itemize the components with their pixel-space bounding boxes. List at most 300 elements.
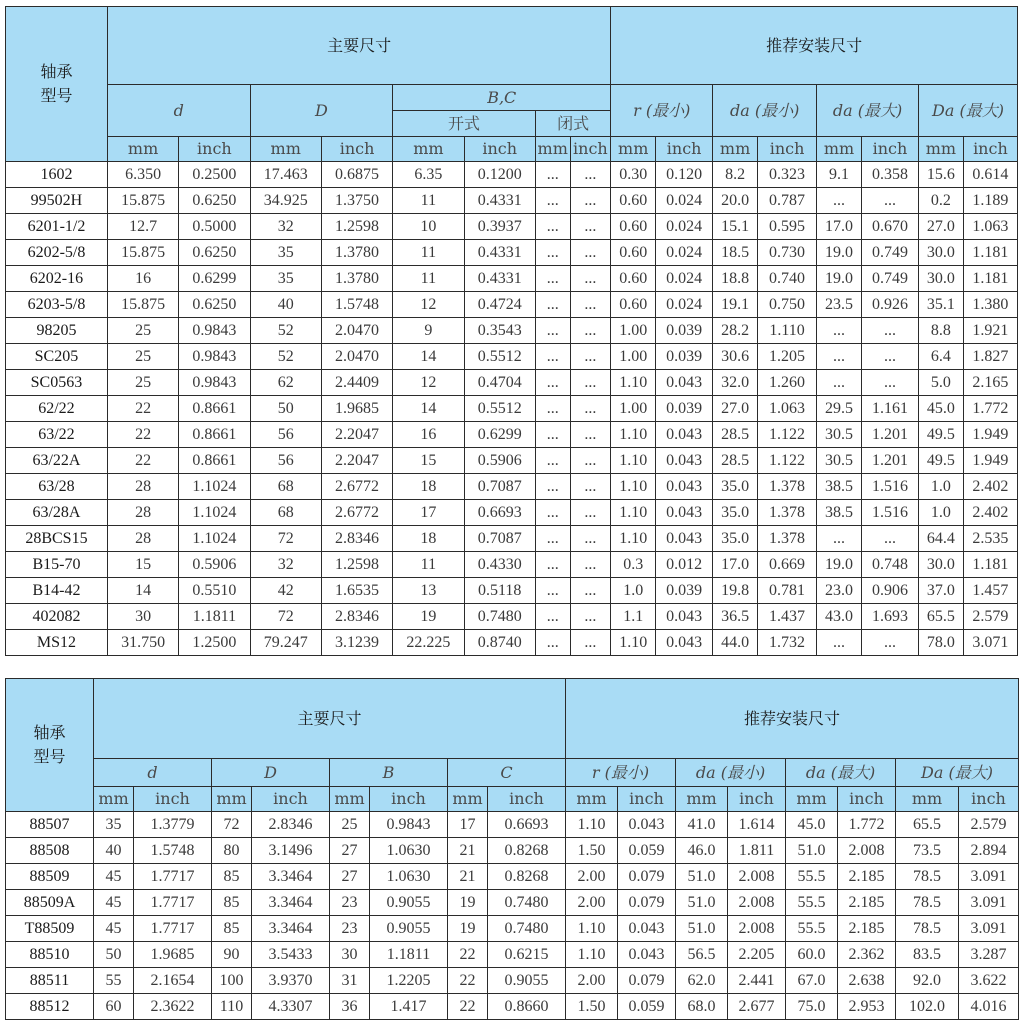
table-row [6,448,1018,474]
dimension-cell: 2.677 [728,994,786,1020]
col-closed-header: 闭式 [535,111,610,137]
dimension-cell: 1.1024 [179,500,250,526]
dimension-cell: 0.781 [758,578,817,604]
model-header [6,7,108,162]
dimension-cell: 3.622 [959,968,1019,994]
dimension-cell: 0.614 [963,162,1017,188]
col-Da-max-header: Da (最大) [896,759,1019,787]
dimension-cell: 0.6299 [464,422,535,448]
unit-header-mm: mm [212,787,252,812]
install-dimensions-header: 推荐安装尺寸 [611,7,1018,85]
dimension-cell: 62.0 [676,968,728,994]
unit-header-mm: mm [676,787,728,812]
dimension-cell: 78.5 [896,916,959,942]
dimension-cell: 3.9370 [252,968,330,994]
dimension-cell: 0.6693 [464,500,535,526]
dimension-cell: 0.749 [861,240,918,266]
dimension-cell: 8.8 [918,318,963,344]
col-da-max-header: da (最大) [786,759,896,787]
dimension-cell: 1.614 [728,812,786,838]
dimension-cell: 110 [212,994,252,1020]
dimension-cell: 0.9055 [370,890,448,916]
dimension-cell: 35 [94,812,134,838]
table-row [6,214,1018,240]
unit-header-inch: inch [618,787,676,812]
bearing-model-cell: 6201-1/2 [6,214,108,240]
dimension-cell: 34.925 [250,188,321,214]
dimension-cell: 3.287 [959,942,1019,968]
dimension-cell: 0.059 [618,994,676,1020]
dimension-cell: 12 [393,370,464,396]
dimension-cell: 25 [330,812,370,838]
dimension-cell: 4.3307 [252,994,330,1020]
dimension-cell: 18.5 [713,240,758,266]
bearing-model-cell: 402082 [6,604,108,630]
dimension-cell: 1.9685 [134,942,212,968]
dimension-cell: 3.091 [959,864,1019,890]
unit-header-inch: inch [656,137,713,162]
dimension-cell: 0.60 [611,292,656,318]
dimension-cell: 28 [107,526,178,552]
dimension-cell: 0.024 [656,188,713,214]
dimension-cell: 41.0 [676,812,728,838]
dimension-cell: 0.8661 [179,422,250,448]
dimension-cell: 0.2 [918,188,963,214]
dimension-cell: 42 [250,578,321,604]
dimension-cell: 1.921 [963,318,1017,344]
dimension-cell: 100 [212,968,252,994]
col-d-header: d [107,85,250,137]
dimension-cell: 15 [107,552,178,578]
dimension-cell: 0.323 [758,162,817,188]
dimension-cell: 0.043 [656,500,713,526]
dimension-cell: 17.0 [817,214,862,240]
dimension-cell: 1.378 [758,526,817,552]
dimension-cell: 0.039 [656,344,713,370]
dimension-cell: ... [570,188,611,214]
dimension-cell: ... [535,630,570,656]
dimension-cell: 0.043 [618,812,676,838]
dimension-cell: 11 [393,552,464,578]
col-da-min-header: da (最小) [713,85,817,137]
dimension-cell: 3.091 [959,890,1019,916]
dimension-cell: 1.3780 [321,240,392,266]
dimension-cell: 1.10 [611,422,656,448]
col-da-min-header: da (最小) [676,759,786,787]
dimension-cell: 0.3 [611,552,656,578]
dimension-cell: 0.024 [656,240,713,266]
dimension-cell: 0.749 [861,266,918,292]
dimension-cell: 1.10 [611,370,656,396]
dimension-cell: 21 [448,838,488,864]
dimension-cell: 1.516 [861,474,918,500]
dimension-cell: ... [570,422,611,448]
dimension-cell: 1.3750 [321,188,392,214]
dimension-cell: 2.8346 [252,812,330,838]
dimension-cell: 28 [107,500,178,526]
table-row [6,240,1018,266]
table-row [6,812,1019,838]
dimension-cell: 0.043 [618,942,676,968]
dimension-cell: 56 [250,422,321,448]
unit-header-mm: mm [918,137,963,162]
dimension-cell: 2.185 [838,890,896,916]
unit-header-mm: mm [566,787,618,812]
dimension-cell: 15 [393,448,464,474]
bearing-model-cell: 63/28 [6,474,108,500]
dimension-cell: ... [535,578,570,604]
table-row [6,162,1018,188]
unit-header-inch: inch [963,137,1017,162]
dimension-cell: 0.595 [758,214,817,240]
dimension-cell: 1.0630 [370,838,448,864]
dimension-cell: 19.1 [713,292,758,318]
dimension-cell: 15.875 [107,188,178,214]
dimension-cell: 1.10 [566,942,618,968]
dimension-cell: 0.906 [861,578,918,604]
dimension-cell: 0.6250 [179,240,250,266]
dimension-cell: 2.008 [728,864,786,890]
dimension-cell: 68.0 [676,994,728,1020]
table-row [6,292,1018,318]
dimension-cell: 36 [330,994,370,1020]
dimension-cell: 68 [250,474,321,500]
dimension-cell: 55.5 [786,916,838,942]
dimension-cell: ... [570,240,611,266]
dimension-cell: 29.5 [817,396,862,422]
dimension-cell: 0.740 [758,266,817,292]
dimension-cell: 0.9843 [179,318,250,344]
dimension-cell: 1.5748 [321,292,392,318]
dimension-cell: 0.8660 [488,994,566,1020]
dimension-cell: 62 [250,370,321,396]
dimension-cell: 19.0 [817,240,862,266]
dimension-cell: 13 [393,578,464,604]
dimension-cell: 1.811 [728,838,786,864]
dimension-cell: 1.1024 [179,526,250,552]
dimension-cell: 0.043 [656,630,713,656]
dimension-cell: 2.008 [728,916,786,942]
table-row [6,994,1019,1020]
bearing-model-cell: 6202-5/8 [6,240,108,266]
dimension-cell: 65.5 [896,812,959,838]
dimension-cell: 1.0 [918,474,963,500]
dimension-cell: 0.043 [656,526,713,552]
dimension-cell: 22 [448,994,488,1020]
dimension-cell: 3.091 [959,916,1019,942]
dimension-cell: 30.0 [918,266,963,292]
dimension-cell: ... [570,474,611,500]
dimension-cell: 0.5510 [179,578,250,604]
dimension-cell: 22.225 [393,630,464,656]
dimension-cell: 52 [250,318,321,344]
dimension-cell: 2.402 [963,474,1017,500]
dimension-cell: 0.8268 [488,838,566,864]
dimension-cell: 0.8268 [488,864,566,890]
dimension-cell: 1.1811 [179,604,250,630]
dimension-cell: 60.0 [786,942,838,968]
dimension-cell: 15.875 [107,240,178,266]
dimension-cell: 30.6 [713,344,758,370]
dimension-cell: 2.6772 [321,474,392,500]
dimension-cell: 30.0 [918,240,963,266]
dimension-cell: 27.0 [713,396,758,422]
dimension-cell: 14 [393,396,464,422]
dimension-cell: 17.0 [713,552,758,578]
bearing-model-cell: 99502H [6,188,108,214]
dimension-cell: 72 [250,526,321,552]
dimension-cell: 1.2598 [321,552,392,578]
dimension-cell: 1.437 [758,604,817,630]
dimension-cell: 1.3780 [321,266,392,292]
dimension-cell: ... [535,162,570,188]
dimension-cell: 1.7717 [134,916,212,942]
dimension-cell: 19 [393,604,464,630]
unit-header-mm: mm [896,787,959,812]
unit-header-inch: inch [321,137,392,162]
unit-header-mm: mm [330,787,370,812]
dimension-cell: ... [570,292,611,318]
table-row [6,266,1018,292]
table-row [6,526,1018,552]
dimension-cell: 0.4331 [464,188,535,214]
dimension-cell: 0.3937 [464,214,535,240]
dimension-cell: 30.5 [817,448,862,474]
dimension-cell: 2.535 [963,526,1017,552]
dimension-cell: 92.0 [896,968,959,994]
dimension-cell: 51.0 [676,864,728,890]
dimension-cell: 0.9055 [488,968,566,994]
dimension-cell: 67.0 [786,968,838,994]
dimension-cell: 35.0 [713,526,758,552]
dimension-cell: 30.0 [918,552,963,578]
dimension-cell: 1.0 [918,500,963,526]
dimension-cell: ... [817,630,862,656]
dimension-cell: ... [817,344,862,370]
dimension-cell: 3.5433 [252,942,330,968]
bearing-model-cell: 88510 [6,942,94,968]
dimension-cell: 28.5 [713,448,758,474]
unit-header-mm: mm [250,137,321,162]
dimension-cell: 12 [393,292,464,318]
unit-header-inch: inch [179,137,250,162]
unit-header-mm: mm [393,137,464,162]
bearing-model-cell: 28BCS15 [6,526,108,552]
dimension-cell: 0.043 [618,916,676,942]
table-1-body [6,162,1018,656]
bearing-model-cell: 98205 [6,318,108,344]
dimension-cell: 0.750 [758,292,817,318]
dimension-cell: 3.1496 [252,838,330,864]
dimension-cell: ... [570,344,611,370]
dimension-cell: 1.181 [963,552,1017,578]
bearing-model-cell: 63/22 [6,422,108,448]
dimension-cell: ... [861,526,918,552]
table-row [6,604,1018,630]
dimension-cell: ... [570,448,611,474]
unit-header-mm: mm [107,137,178,162]
dimension-cell: 36.5 [713,604,758,630]
dimension-cell: 2.579 [963,604,1017,630]
dimension-cell: 22 [107,396,178,422]
dimension-cell: 15.875 [107,292,178,318]
dimension-cell: 40 [250,292,321,318]
dimension-cell: 2.4409 [321,370,392,396]
dimension-cell: 0.4331 [464,266,535,292]
dimension-cell: ... [535,500,570,526]
dimension-cell: 79.247 [250,630,321,656]
model-header [6,679,94,812]
dimension-cell: 1.181 [963,240,1017,266]
col-d-header: d [94,759,212,787]
dimension-cell: 1.380 [963,292,1017,318]
dimension-cell: 28.5 [713,422,758,448]
dimension-cell: 14 [107,578,178,604]
dimension-cell: 2.441 [728,968,786,994]
dimension-cell: 2.2047 [321,422,392,448]
dimension-cell: 0.8661 [179,448,250,474]
dimension-cell: 73.5 [896,838,959,864]
dimension-cell: 22 [107,448,178,474]
dimension-cell: 0.6693 [488,812,566,838]
dimension-cell: 0.926 [861,292,918,318]
dimension-cell: 0.5512 [464,396,535,422]
dimension-cell: 0.2500 [179,162,250,188]
dimension-cell: 2.362 [838,942,896,968]
col-r-min-header: r (最小) [566,759,676,787]
dimension-cell: 49.5 [918,422,963,448]
dimension-cell: 38.5 [817,474,862,500]
dimension-cell: 51.0 [786,838,838,864]
dimension-cell: 49.5 [918,448,963,474]
dimension-cell: 43.0 [817,604,862,630]
dimension-cell: ... [570,578,611,604]
dimension-cell: 0.039 [656,578,713,604]
dimension-cell: 0.3543 [464,318,535,344]
col-C-header: C [448,759,566,787]
dimension-cell: 0.043 [656,370,713,396]
dimension-cell: ... [570,214,611,240]
dimension-cell: 32 [250,552,321,578]
dimension-cell: 0.7087 [464,526,535,552]
dimension-cell: 12.7 [107,214,178,240]
dimension-cell: 2.185 [838,916,896,942]
dimension-cell: ... [535,526,570,552]
dimension-cell: 3.3464 [252,916,330,942]
dimension-cell: 0.9843 [179,344,250,370]
col-B-header: B [330,759,448,787]
dimension-cell: 2.0470 [321,344,392,370]
dimension-cell: 102.0 [896,994,959,1020]
bearing-model-cell: T88509 [6,916,94,942]
dimension-cell: 0.6250 [179,188,250,214]
dimension-cell: 1.732 [758,630,817,656]
dimension-cell: 45.0 [918,396,963,422]
dimension-cell: ... [535,188,570,214]
bearing-model-cell: 63/28A [6,500,108,526]
dimension-cell: 0.730 [758,240,817,266]
col-r-min-header: r (最小) [611,85,713,137]
dimension-cell: 45 [94,864,134,890]
dimension-cell: 1.0 [611,578,656,604]
dimension-cell: 2.008 [728,890,786,916]
table-row [6,552,1018,578]
dimension-cell: 2.00 [566,864,618,890]
dimension-cell: 9.1 [817,162,862,188]
table-row [6,344,1018,370]
dimension-cell: 2.1654 [134,968,212,994]
dimension-cell: 17 [393,500,464,526]
dimension-cell: 2.3622 [134,994,212,1020]
dimension-cell: 0.079 [618,968,676,994]
dimension-cell: 35.0 [713,500,758,526]
dimension-cell: 28.2 [713,318,758,344]
dimension-cell: 2.894 [959,838,1019,864]
dimension-cell: 0.7087 [464,474,535,500]
dimension-cell: 78.5 [896,890,959,916]
dimension-cell: 11 [393,188,464,214]
dimension-cell: 1.201 [861,422,918,448]
dimension-cell: 0.60 [611,240,656,266]
bearing-model-cell: 88507 [6,812,94,838]
dimension-cell: 51.0 [676,890,728,916]
dimension-cell: 0.4331 [464,240,535,266]
model-header-text: 轴承 型号 [40,62,73,105]
table-row [6,578,1018,604]
dimension-cell: 1.00 [611,396,656,422]
dimension-cell: 78.5 [896,864,959,890]
dimension-cell: 6.4 [918,344,963,370]
dimension-cell: ... [535,448,570,474]
dimension-cell: 0.9055 [370,916,448,942]
dimension-cell: ... [535,396,570,422]
dimension-cell: 0.4704 [464,370,535,396]
dimension-cell: 56.5 [676,942,728,968]
dimension-cell: 1.0630 [370,864,448,890]
unit-header-inch: inch [464,137,535,162]
col-Da-max-header: Da (最大) [918,85,1017,137]
dimension-cell: 1.2500 [179,630,250,656]
dimension-cell: 0.669 [758,552,817,578]
dimension-cell: ... [570,604,611,630]
dimension-cell: 85 [212,890,252,916]
col-da-max-header: da (最大) [817,85,919,137]
main-dimensions-header: 主要尺寸 [107,7,610,85]
dimension-cell: 31 [330,968,370,994]
table-row [6,500,1018,526]
dimension-cell: 1.772 [963,396,1017,422]
dimension-cell: ... [570,266,611,292]
dimension-cell: 17.463 [250,162,321,188]
bearing-model-cell: SC205 [6,344,108,370]
dimension-cell: 2.165 [963,370,1017,396]
dimension-cell: 1.457 [963,578,1017,604]
dimension-cell: 0.4330 [464,552,535,578]
bearing-model-cell: MS12 [6,630,108,656]
dimension-cell: 1.122 [758,422,817,448]
bearing-model-cell: 88509 [6,864,94,890]
dimension-cell: 85 [212,864,252,890]
dimension-cell: 27 [330,864,370,890]
dimension-cell: 16 [393,422,464,448]
dimension-cell: 90 [212,942,252,968]
dimension-cell: 18.8 [713,266,758,292]
table-row [6,318,1018,344]
table-row [6,396,1018,422]
dimension-cell: 1.378 [758,500,817,526]
dimension-cell: 1.7717 [134,890,212,916]
dimension-cell: 0.748 [861,552,918,578]
